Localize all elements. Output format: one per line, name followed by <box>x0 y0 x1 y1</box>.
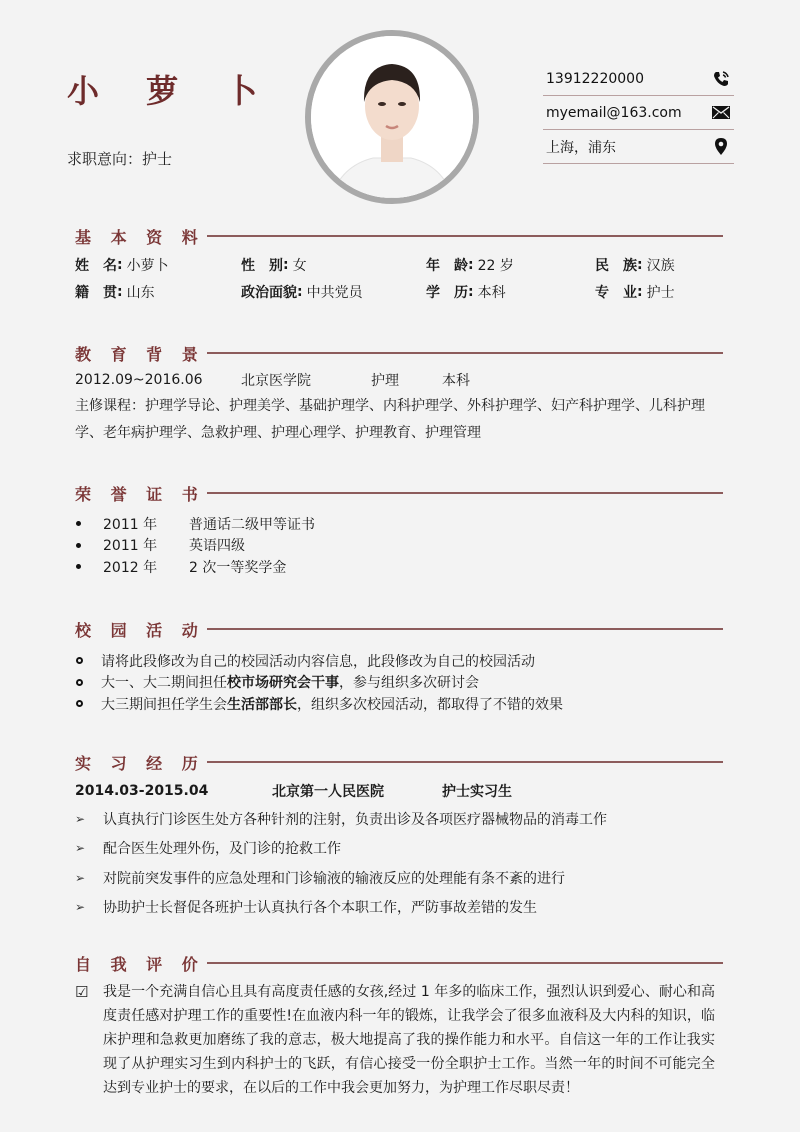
internship-period: 2014.03-2015.04 <box>75 782 209 799</box>
info-field-hometown <box>75 282 241 302</box>
section-internship <box>75 751 723 922</box>
honor-name: 普通话二级甲等证书 <box>189 516 315 533</box>
colon: : <box>297 283 303 300</box>
internship-duties-list <box>75 804 723 922</box>
duty-text: 认真执行门诊医生处方各种针剂的注射，负责出诊及各项医疗器械物品的消毒工作 <box>103 811 607 828</box>
profile-photo <box>305 30 479 204</box>
info-field-ethnicity <box>595 255 675 275</box>
basic-info-grid <box>75 251 723 305</box>
bullet-icon <box>76 521 81 526</box>
section-title: 基 本 资 料 <box>75 227 205 247</box>
section-header <box>75 225 723 247</box>
field-value: 女 <box>292 257 307 274</box>
checkbox-icon: ☑ <box>75 983 89 1001</box>
list-item <box>75 834 723 864</box>
section-divider <box>207 628 723 630</box>
bullet-icon <box>76 657 83 664</box>
honor-year: 2012 年 <box>103 559 158 576</box>
activity-text: ，组织多次校园活动，都取得了不错的效果 <box>297 696 563 713</box>
email-address: myemail@163.com <box>546 104 682 121</box>
info-row <box>75 278 723 305</box>
section-title: 教 育 背 景 <box>75 344 205 364</box>
portrait-image <box>311 36 473 198</box>
field-value: 护士 <box>646 284 675 301</box>
contact-email <box>543 96 734 130</box>
list-item <box>75 672 723 694</box>
contact-block <box>543 62 734 164</box>
field-value: 本科 <box>477 284 506 301</box>
honor-year: 2011 年 <box>103 538 158 555</box>
campus-list <box>75 650 723 715</box>
info-field-political <box>241 282 426 302</box>
section-header <box>75 482 723 504</box>
field-label: 专 业 <box>595 284 637 301</box>
list-item <box>74 556 723 578</box>
colon: : <box>468 283 474 300</box>
candidate-name: 小 萝 卜 <box>67 72 276 110</box>
field-label: 姓 名 <box>75 257 117 274</box>
education-degree: 本科 <box>442 372 470 389</box>
list-item <box>75 693 723 715</box>
location-pin-icon <box>712 138 730 156</box>
section-header <box>75 751 723 773</box>
info-field-age <box>426 255 595 275</box>
internship-entry <box>75 777 723 804</box>
colon: : <box>468 256 474 273</box>
info-row <box>75 251 723 278</box>
section-header <box>75 342 723 364</box>
location-text: 上海，浦东 <box>546 139 616 156</box>
education-major: 护理 <box>371 372 399 389</box>
field-value: 小萝卜 <box>126 257 169 274</box>
section-title: 校 园 活 动 <box>75 620 205 640</box>
section-title: 实 习 经 历 <box>75 753 205 773</box>
section-divider <box>207 761 723 763</box>
self-evaluation-block <box>75 980 723 1100</box>
education-entry <box>75 366 723 393</box>
colon: : <box>637 283 643 300</box>
activity-text: 请将此段修改为自己的校园活动内容信息，此段修改为自己的校园活动 <box>101 653 535 670</box>
section-divider <box>207 352 723 354</box>
bullet-icon <box>76 564 81 569</box>
education-period: 2012.09~2016.06 <box>75 371 203 388</box>
duty-text: 协助护士长督促各班护士认真执行各个本职工作，严防事故差错的发生 <box>103 900 537 917</box>
info-field-education <box>426 282 595 302</box>
education-school: 北京医学院 <box>241 372 311 389</box>
field-value: 中共党员 <box>306 284 363 301</box>
list-item <box>75 893 723 923</box>
duty-text: 对院前突发事件的应急处理和门诊输液的输液反应的处理能有条不紊的进行 <box>103 870 565 887</box>
field-label: 学 历 <box>426 284 468 301</box>
list-item <box>75 863 723 893</box>
activity-text: 大一、大二期间担任 <box>101 675 227 692</box>
colon: : <box>117 283 123 300</box>
field-label: 政治面貌 <box>241 284 297 301</box>
arrow-bullet-icon: ➢ <box>75 841 86 856</box>
education-courses: 主修课程：护理学导论、护理美学、基础护理学、内科护理学、外科护理学、妇产科护理学、儿科护理学、老年病护理学、急救护理、护理心理学、护理教育、护理管理 <box>75 398 705 441</box>
bullet-icon <box>76 543 81 548</box>
contact-phone <box>543 62 734 96</box>
activity-highlight: 生活部部长 <box>227 696 297 713</box>
honor-name: 英语四级 <box>189 538 245 555</box>
colon: : <box>117 256 123 273</box>
field-label: 民 族 <box>595 257 637 274</box>
section-divider <box>207 492 723 494</box>
list-item <box>74 513 723 535</box>
info-field-major <box>595 282 675 302</box>
phone-number: 13912220000 <box>546 70 644 87</box>
list-item <box>75 650 723 672</box>
list-item <box>75 804 723 834</box>
field-label: 年 龄 <box>426 257 468 274</box>
activity-text: 大三期间担任学生会 <box>101 696 227 713</box>
list-item <box>74 535 723 557</box>
activity-highlight: 校市场研究会干事 <box>227 675 339 692</box>
honor-year: 2011 年 <box>103 516 158 533</box>
internship-hospital: 北京第一人民医院 <box>272 783 384 800</box>
section-header <box>75 618 723 640</box>
info-field-name <box>75 255 241 275</box>
section-header <box>75 952 723 974</box>
duty-text: 配合医生处理外伤，及门诊的抢救工作 <box>103 841 341 858</box>
field-value: 山东 <box>126 284 155 301</box>
info-field-gender <box>241 255 426 275</box>
field-label: 性 别 <box>241 257 283 274</box>
honor-name: 2 次一等奖学金 <box>189 559 287 576</box>
arrow-bullet-icon: ➢ <box>75 870 86 885</box>
field-value: 22 岁 <box>477 257 514 274</box>
section-honors <box>75 482 723 578</box>
section-self-evaluation <box>75 952 723 1100</box>
phone-icon <box>712 70 730 88</box>
field-label: 籍 贯 <box>75 284 117 301</box>
colon: : <box>283 256 289 273</box>
section-divider <box>207 962 723 964</box>
activity-text: ，参与组织多次研讨会 <box>339 675 479 692</box>
section-basic-info <box>75 225 723 305</box>
contact-location <box>543 130 734 164</box>
arrow-bullet-icon: ➢ <box>75 811 86 826</box>
section-title: 荣 誉 证 书 <box>75 484 205 504</box>
section-campus <box>75 618 723 715</box>
envelope-icon <box>712 104 730 122</box>
bullet-icon <box>76 679 83 686</box>
field-value: 汉族 <box>646 257 675 274</box>
bullet-icon <box>76 700 83 707</box>
colon: : <box>637 256 643 273</box>
self-evaluation-text: 我是一个充满自信心且具有高度责任感的女孩,经过 1 年多的临床工作，强烈认识到爱心、耐心和高度责任感对护理工作的重要性!在血液内科一年的锻炼，让我学会了很多血液科及大内科的知识，临床护理和急救更加磨练了我的意志，极大地提高了我的操作能力和水平。自信这一年的工作让我实现了从护理实习生到内科护士的飞跃，有信心接受一份全职护士工作。当然一年的时间不可能完全达到专业护士的要求，在以后的工作中我会更加努力，为护理工作尽职尽责！ <box>103 984 715 1096</box>
section-education <box>75 342 723 447</box>
section-divider <box>207 235 723 237</box>
internship-position: 护士实习生 <box>442 783 512 800</box>
arrow-bullet-icon: ➢ <box>75 900 86 915</box>
job-objective: 求职意向：护士 <box>67 150 173 168</box>
honors-list <box>74 513 723 578</box>
section-title: 自 我 评 价 <box>75 954 205 974</box>
